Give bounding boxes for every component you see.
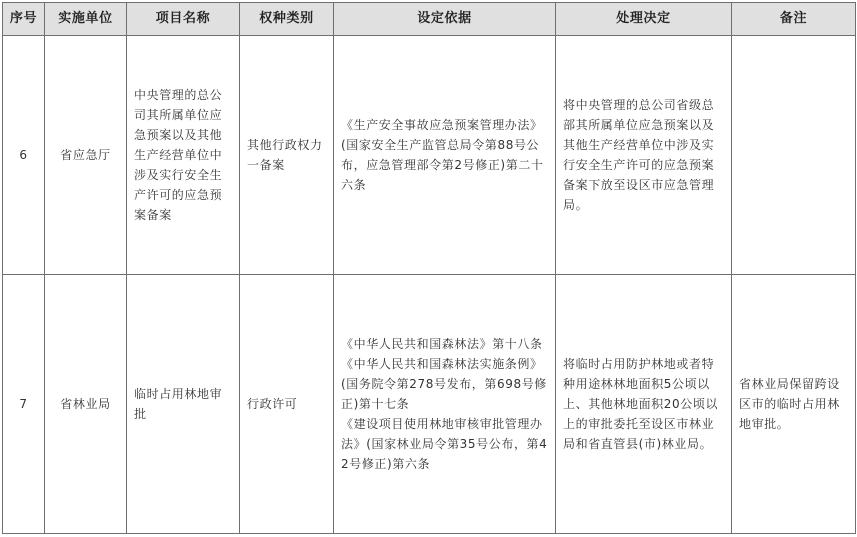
- cell-basis: 《生产安全事故应急预案管理办法》(国家安全生产监管总局令第88号公布，应急管理部令第2号修正)第二十六条: [334, 36, 556, 275]
- cell-basis: 《中华人民共和国森林法》第十八条 《中华人民共和国森林法实施条例》(国务院令第278号发布，第698号修正)第十七条 《建设项目使用林地审核审批管理办法》(国家林业局令第35号公布，第42号修正)第六条: [334, 275, 556, 534]
- cell-remark: [732, 36, 856, 275]
- cell-decision: 将临时占用防护林地或者特种用途林林地面积5公顷以上、其他林地面积20公顷以上的审批委托至设区市林业局和省直管县(市)林业局。: [556, 275, 732, 534]
- cell-category: 其他行政权力一备案: [240, 36, 334, 275]
- cell-unit: 省林业局: [45, 275, 127, 534]
- header-remark: 备注: [732, 3, 856, 36]
- header-basis: 设定依据: [334, 3, 556, 36]
- cell-item: 临时占用林地审批: [127, 275, 240, 534]
- cell-no: 7: [3, 275, 45, 534]
- cell-remark: 省林业局保留跨设区市的临时占用林地审批。: [732, 275, 856, 534]
- cell-category: 行政许可: [240, 275, 334, 534]
- table-row: [3, 275, 856, 534]
- cell-item: 中央管理的总公司其所属单位应急预案以及其他生产经营单位中涉及实行安全生产许可的应急预案备案: [127, 36, 240, 275]
- header-decision: 处理决定: [556, 3, 732, 36]
- cell-decision: 将中央管理的总公司省级总部其所属单位应急预案以及其他生产经营单位中涉及实行安全生产许可的应急预案备案下放至设区市应急管理局。: [556, 36, 732, 275]
- header-row: [3, 3, 856, 36]
- policy-table: [2, 2, 856, 534]
- cell-unit: 省应急厅: [45, 36, 127, 275]
- header-category: 权种类别: [240, 3, 334, 36]
- header-no: 序号: [3, 3, 45, 36]
- header-unit: 实施单位: [45, 3, 127, 36]
- cell-no: 6: [3, 36, 45, 275]
- table-row: [3, 36, 856, 275]
- header-item: 项目名称: [127, 3, 240, 36]
